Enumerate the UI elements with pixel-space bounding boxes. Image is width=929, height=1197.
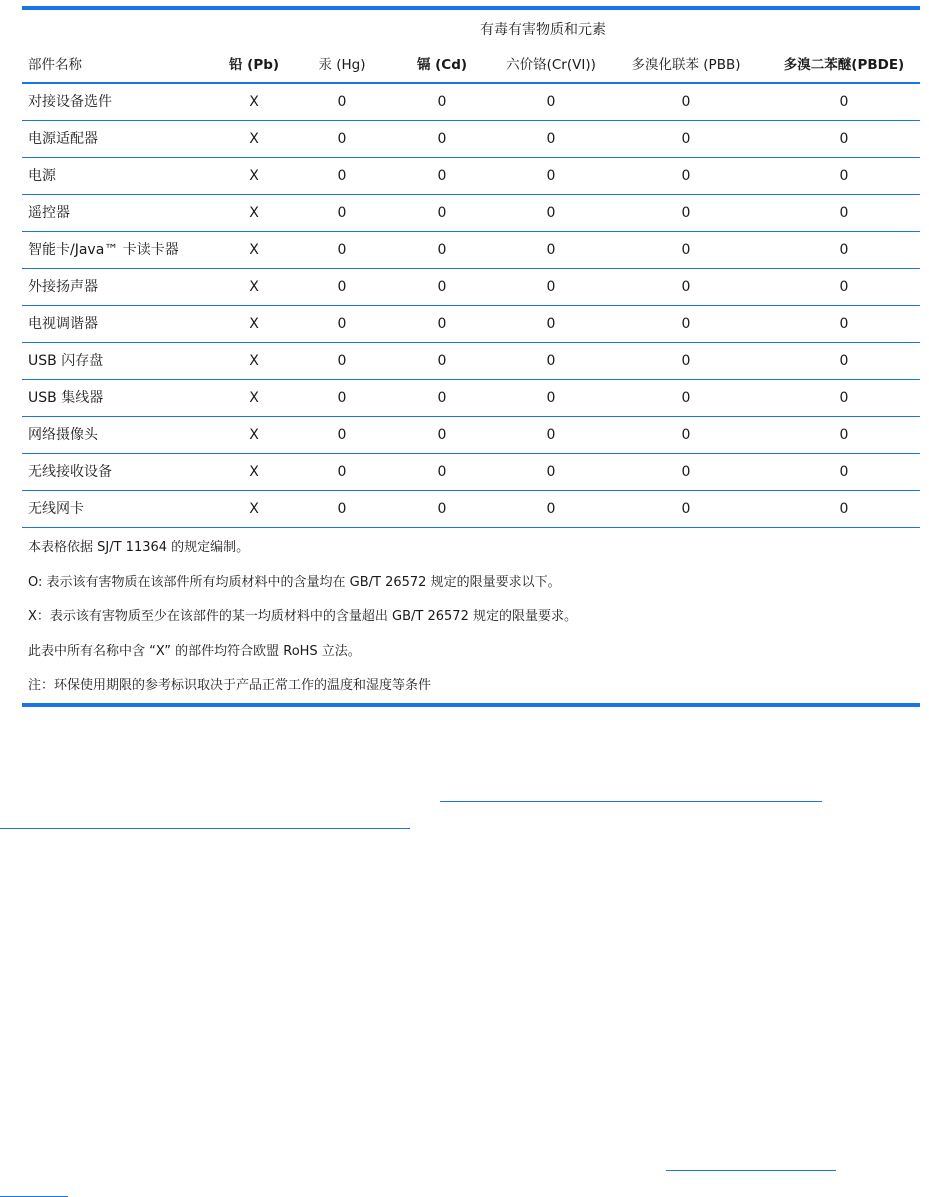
table-row (22, 121, 920, 158)
header-pbb: 多溴化联苯 (PBB) (631, 57, 741, 73)
row-value-cell: 0 (546, 205, 556, 221)
header-chromium: 六价铬(Cr(VI)) (506, 57, 596, 73)
table-notes (28, 540, 908, 713)
row-value-cell: 0 (337, 205, 347, 221)
row-value-cell: X (249, 131, 259, 147)
header-part-name: 部件名称 (28, 57, 82, 73)
table-row (22, 454, 920, 491)
header-mercury: 汞 (Hg) (318, 57, 366, 73)
row-value-cell: 0 (681, 131, 691, 147)
row-part-name: 智能卡/Java™ 卡读卡器 (28, 242, 179, 258)
row-part-name: USB 集线器 (28, 390, 104, 406)
row-value-cell: 0 (839, 464, 849, 480)
row-value-cell: 0 (337, 464, 347, 480)
row-value-cell: 0 (337, 242, 347, 258)
table-group-header: 有毒有害物质和元素 (480, 22, 606, 38)
link-underline-3[interactable] (666, 1170, 836, 1171)
header-cadmium: 镉 (Cd) (416, 57, 468, 73)
table-row (22, 380, 920, 417)
row-value-cell: 0 (681, 427, 691, 443)
note-x-meaning: X：表示该有害物质至少在该部件的某一均质材料中的含量超出 GB/T 26572 规定的限量要求。 (28, 609, 577, 624)
row-value-cell: X (249, 168, 259, 184)
table-bottom-rule (22, 703, 920, 707)
row-part-name: USB 闪存盘 (28, 353, 104, 369)
row-value-cell: 0 (681, 242, 691, 258)
row-value-cell: 0 (546, 168, 556, 184)
row-value-cell: 0 (681, 390, 691, 406)
table-row (22, 343, 920, 380)
table-row (22, 84, 920, 121)
row-value-cell: 0 (337, 427, 347, 443)
row-value-cell: 0 (839, 316, 849, 332)
row-value-cell: 0 (546, 427, 556, 443)
row-value-cell: 0 (839, 131, 849, 147)
row-value-cell: 0 (437, 242, 447, 258)
row-value-cell: X (249, 390, 259, 406)
row-value-cell: X (249, 464, 259, 480)
row-value-cell: 0 (546, 242, 556, 258)
row-value-cell: X (249, 94, 259, 110)
row-part-name: 电源适配器 (28, 131, 98, 147)
row-value-cell: 0 (437, 464, 447, 480)
row-part-name: 无线接收设备 (28, 464, 112, 480)
table-row (22, 417, 920, 454)
row-part-name: 对接设备选件 (28, 94, 112, 110)
row-part-name: 无线网卡 (28, 501, 84, 517)
row-value-cell: 0 (681, 279, 691, 295)
table-row (22, 232, 920, 269)
note-standard: 本表格依据 SJ/T 11364 的规定编制。 (28, 540, 250, 555)
row-value-cell: 0 (337, 94, 347, 110)
row-value-cell: 0 (681, 205, 691, 221)
row-value-cell: 0 (839, 279, 849, 295)
row-value-cell: 0 (839, 501, 849, 517)
row-value-cell: 0 (546, 390, 556, 406)
row-part-name: 电源 (28, 168, 56, 184)
table-row (22, 269, 920, 306)
row-value-cell: 0 (546, 94, 556, 110)
row-value-cell: 0 (437, 168, 447, 184)
row-value-cell: 0 (337, 390, 347, 406)
row-value-cell: 0 (839, 390, 849, 406)
row-value-cell: 0 (546, 353, 556, 369)
table-row (22, 306, 920, 343)
row-value-cell: 0 (839, 427, 849, 443)
row-value-cell: 0 (839, 353, 849, 369)
row-value-cell: 0 (546, 131, 556, 147)
row-value-cell: 0 (681, 353, 691, 369)
note-environment: 注：环保使用期限的参考标识取决于产品正常工作的温度和湿度等条件 (28, 678, 432, 693)
row-value-cell: 0 (437, 316, 447, 332)
row-value-cell: 0 (337, 501, 347, 517)
note-o-meaning: O: 表示该有害物质在该部件所有均质材料中的含量均在 GB/T 26572 规定的限量要求以下。 (28, 574, 561, 590)
header-pbde: 多溴二苯醚(PBDE) (783, 57, 905, 73)
row-value-cell: 0 (437, 501, 447, 517)
row-value-cell: 0 (839, 168, 849, 184)
row-value-cell: 0 (681, 501, 691, 517)
row-value-cell: 0 (839, 94, 849, 110)
row-value-cell: 0 (337, 168, 347, 184)
row-value-cell: X (249, 316, 259, 332)
row-value-cell: 0 (839, 242, 849, 258)
table-top-rule (22, 6, 920, 10)
table-header-row (22, 47, 920, 84)
row-value-cell: 0 (437, 427, 447, 443)
row-value-cell: 0 (681, 316, 691, 332)
row-value-cell: 0 (437, 279, 447, 295)
row-value-cell: X (249, 427, 259, 443)
row-value-cell: 0 (546, 316, 556, 332)
header-lead: 铅 (Pb) (228, 57, 280, 73)
row-value-cell: 0 (681, 168, 691, 184)
row-value-cell: X (249, 501, 259, 517)
row-value-cell: X (249, 353, 259, 369)
row-value-cell: 0 (681, 94, 691, 110)
link-underline-2[interactable] (0, 828, 410, 829)
row-part-name: 网络摄像头 (28, 427, 98, 443)
row-value-cell: 0 (546, 501, 556, 517)
row-value-cell: 0 (337, 279, 347, 295)
row-value-cell: 0 (437, 205, 447, 221)
table-row (22, 491, 920, 528)
row-value-cell: 0 (437, 390, 447, 406)
row-value-cell: 0 (546, 279, 556, 295)
row-value-cell: 0 (337, 353, 347, 369)
link-underline-1[interactable] (440, 801, 822, 802)
row-part-name: 电视调谐器 (28, 316, 98, 332)
note-rohs: 此表中所有名称中含 “X” 的部件均符合欧盟 RoHS 立法。 (28, 643, 361, 659)
row-value-cell: X (249, 242, 259, 258)
row-value-cell: 0 (437, 94, 447, 110)
row-value-cell: X (249, 279, 259, 295)
row-value-cell: X (249, 205, 259, 221)
row-value-cell: 0 (437, 353, 447, 369)
row-part-name: 外接扬声器 (28, 279, 98, 295)
table-row (22, 158, 920, 195)
row-value-cell: 0 (437, 131, 447, 147)
row-value-cell: 0 (337, 131, 347, 147)
row-value-cell: 0 (337, 316, 347, 332)
row-value-cell: 0 (546, 464, 556, 480)
table-row (22, 195, 920, 232)
row-value-cell: 0 (681, 464, 691, 480)
row-value-cell: 0 (839, 205, 849, 221)
row-part-name: 遥控器 (28, 205, 70, 221)
